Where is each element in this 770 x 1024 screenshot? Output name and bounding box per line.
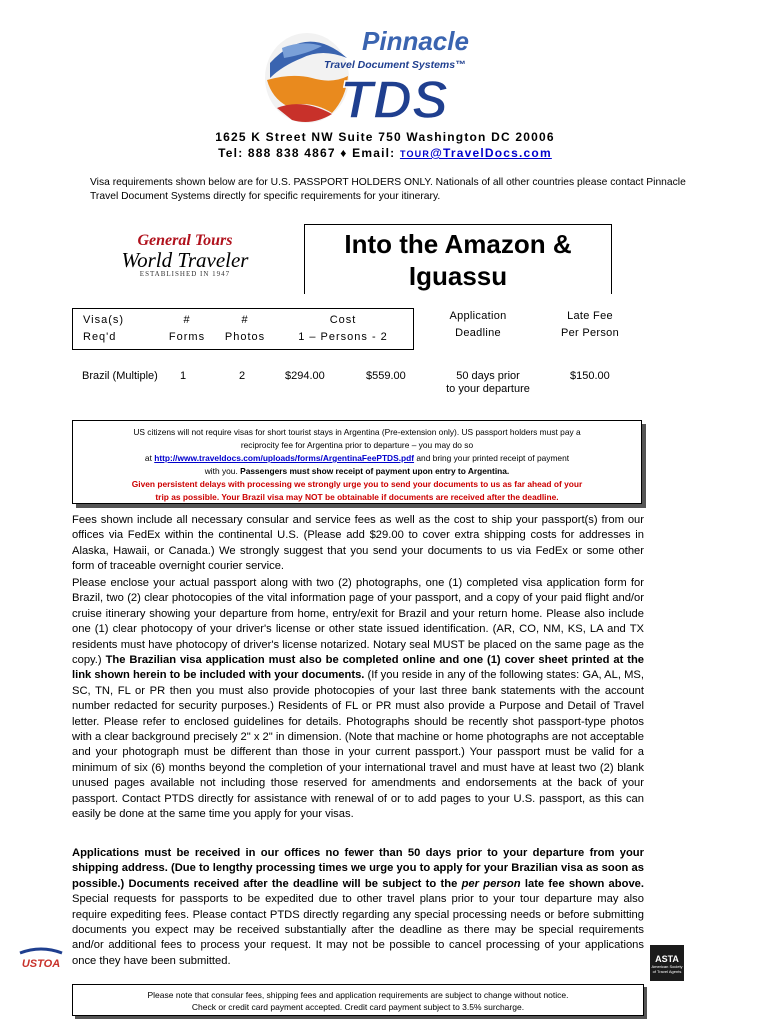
argentina-fee-link[interactable]: http://www.traveldocs.com/uploads/forms/ArgentinaFeePTDS.pdf [154,453,415,463]
operator-tagline: World Traveler [121,248,249,272]
ustoa-logo [18,945,64,973]
logo-subtitle: Travel Document Systems™ [324,59,466,71]
logo-mark: TDS [340,70,448,130]
operator-established: ESTABLISHED IN 1947 [139,270,231,278]
row-late-fee: $150.00 [570,370,610,382]
fees-paragraph: Fees shown include all necessary consular and service fees as well as the cost to ship your passport(s) from our offices via FedEx within the continental U.S. (Please add $29.00 to cover extra shipping costs for addresses in Alaska, Hawaii, or Canada.) We strongly suggest that you send your documents to us via FedEx or some other form of traceable overnight courier service. [72,514,644,573]
email-link[interactable]: TOUR@TravelDocs.com [399,146,552,160]
intro-text: Visa requirements shown below are for U.S. PASSPORT HOLDERS ONLY. Nationals of all other countries please contact Pinnacle Travel Document Systems directly for specific requirements for your itinerary. [90,177,686,202]
processing-warning: Given persistent delays with processing we strongly urge you to send your documents to us as far ahead of your [131,479,583,489]
address-line: 1625 K Street NW Suite 750 Washington DC 20006 [215,130,555,144]
header-visa: Visa(s) Req'd [83,314,125,343]
asta-logo: ASTA American Society of Travel Agents [650,945,684,981]
row-visa: Brazil (Multiple) [82,370,158,382]
row-cost-2: $559.00 [366,370,406,382]
general-tours-logo [105,232,265,284]
row-photos: 2 [239,370,246,382]
email-label: Email: [352,146,396,160]
row-forms: 1 [180,370,187,382]
phone: Tel: 888 838 4867 [218,146,336,160]
svg-text:USTOA: USTOA [21,958,61,970]
deadline-paragraph: Applications must be received in our offices no fewer than 50 days prior to your departure from your shipping address. (Due to lengthy processing times we urge you to apply for your Brazilian visa as soon as possible.) Documents received after the deadline will be subject to the per person late fee shown above. Special requests for passports to be expedited due to other travel plans prior to your tour departure may also require expediting fees. Please contact PTDS directly regarding any special processing needs or before submitting documents you expect may be received substantially after the deadline as there may be special requirements and/or additional fees to process your request. It may not be possible to cancel processing of your applications once they have been submitted. [72,847,644,967]
row-deadline: 50 days prior to your departure [446,370,530,395]
visa-table-header-right [428,308,640,348]
requirements-paragraph: Please enclose your actual passport along with two (2) photographs, one (1) completed visa application form for Brazil, two (2) clear photocopies of the vital information page of your passport, and a copy of your paid flight and/or cruise itinerary showing your departure from home, entry/exit for Brazil and your return home. Please also include one (1) clear photocopy of your driver's license or other state issued identification. (AR, CO, NM, KS, LA and TX residents must have photocopy of driver's license notarized. Notary seal MUST be placed on the same page as the copy.) The Brazilian visa application must also be completed online and one (1) cover sheet printed at the link shown herein to be included with your documents. (If you reside in any of the following states: GA, AL, MS, SC, TN, FL or PR then you must also provide photocopies of your last three bank statements with the account number redacted for security purposes.) Residents of FL or PR must also provide a Purpose and Detail of Travel letter. Please refer to enclosed guidelines for details. Photographs should be recently shot passport-type photos with a clear background precisely 2" x 2" in dimension. (Note that machine or home photographs are not acceptable and your photograph must be different than those in your current passport.) Your passport must be valid for a minimum of six (6) months beyond the completion of your international travel and must have at least two (2) blank unused pages available not including those reserved for amendments and endorsements at the back of your passport. Contact PTDS directly for assistance with renewal of or to add pages to your U.S. passport, as this can easily be done at the same time you apply for your visas. [72,577,645,821]
header-late-fee: Late Fee Per Person [560,310,620,339]
operator-name: General Tours [137,232,233,249]
separator-diamond-icon: ♦ [340,146,348,160]
row-cost-1: $294.00 [285,370,325,382]
visa-table-header [72,308,414,350]
tour-title: Into the Amazon & Iguassu [304,224,612,294]
footer-notice: Please note that consular fees, shipping fees and application requirements are subject to change without notice. Check or credit card payment accepted. Credit card payment subject to 3.5% surcharge. [72,984,644,1016]
header-cost: Cost 1 – Persons - 2 [298,314,388,343]
contact-line [0,146,770,160]
logo-brand: Pinnacle [362,26,469,56]
header-photos: # Photos [224,314,266,343]
header-forms: # Forms [168,314,206,343]
header-deadline: Application Deadline [449,310,507,339]
argentina-notice: US citizens will not require visas for short tourist stays in Argentina (Pre-extension only). US passport holders must pay a reciprocity fee for Argentina prior to departure – you may do so at http://www.traveldocs.com/uploads/forms/ArgentinaFeePTDS.pdf and bring your printed receipt of payment with you. Passengers must show receipt of payment upon entry to Argentina. Given persistent delays with processing we strongly urge you to send your documents to us as far ahead of your trip as possible. Your Brazil visa may NOT be obtainable if documents are received after the deadline. [72,420,642,504]
pinnacle-tds-logo [262,18,492,130]
